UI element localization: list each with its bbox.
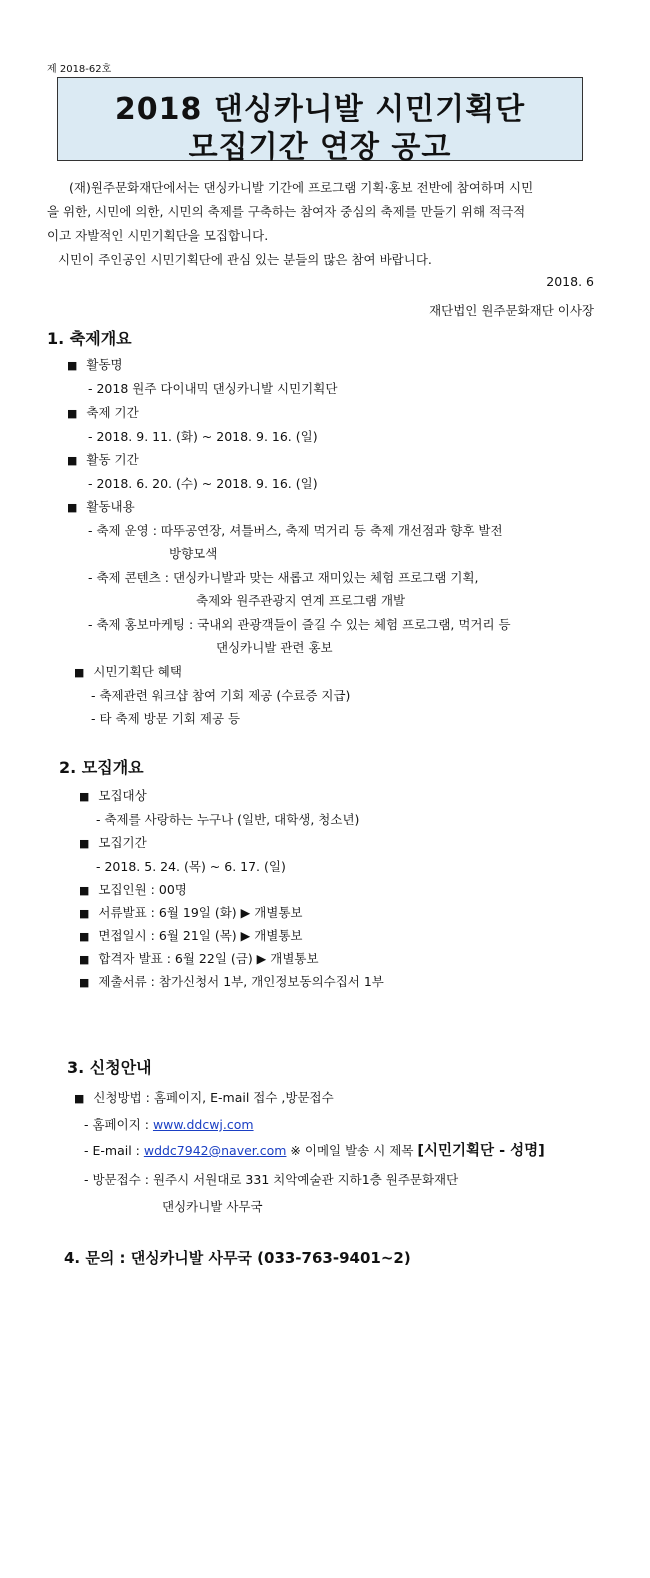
square-bullet-icon: ■ (67, 454, 78, 467)
title-line-1: 2018 댄싱카니발 시민기획단 (114, 92, 526, 127)
benefit-2: - 타 축제 방문 기회 제공 등 (91, 711, 241, 726)
square-bullet-icon: ■ (79, 907, 90, 920)
item-benefits: ■ 시민기획단 혜택 (74, 664, 182, 679)
item-submit-documents: ■ 제출서류 : 참가신청서 1부, 개인정보동의수집서 1부 (79, 974, 384, 989)
content-operation-line-1: - 축제 운영 : 따뚜공연장, 셔틀버스, 축제 먹거리 등 축제 개선점과 향후 발전 (88, 523, 503, 538)
square-bullet-icon: ■ (67, 359, 78, 372)
visit-line-1: - 방문접수 : 원주시 서원대로 331 치악예술관 지하1층 원주문화재단 (84, 1172, 459, 1187)
square-bullet-icon: ■ (79, 930, 90, 943)
square-bullet-icon: ■ (79, 884, 90, 897)
section4-heading: 4. 문의 : 댄싱카니발 사무국 (033-763-9401~2) (64, 1249, 411, 1267)
section1-heading: 1. 축제개요 (47, 329, 132, 348)
square-bullet-icon: ■ (74, 666, 85, 679)
item-document-result: ■ 서류발표 : 6월 19일 (화) ▶ 개별통보 (79, 905, 303, 920)
section2-heading: 2. 모집개요 (59, 758, 144, 777)
item-recruit-count: ■ 모집인원 : 00명 (79, 882, 187, 897)
section3-heading: 3. 신청안내 (67, 1058, 152, 1077)
benefit-1: - 축제관련 워크샵 참여 기회 제공 (수료증 지급) (91, 688, 351, 703)
intro-line-1: (재)원주문화재단에서는 댄싱카니발 기간에 프로그램 기획·홍보 전반에 참여하며 시민 (69, 180, 534, 195)
notice-signer: 재단법인 원주문화재단 이사장 (429, 303, 594, 318)
email-link[interactable]: wddc7942@naver.com (143, 1143, 287, 1158)
content-operation-line-2: 방향모색 (169, 546, 218, 561)
email-subject-format: [시민기획단 - 성명] (417, 1143, 545, 1159)
title-line-2: 모집기간 연장 공고 (188, 130, 452, 165)
item-interview-date: ■ 면접일시 : 6월 21일 (목) ▶ 개별통보 (79, 928, 303, 943)
activity-period-value: - 2018. 6. 20. (수) ~ 2018. 9. 16. (일) (88, 476, 318, 491)
notice-date: 2018. 6 (546, 274, 594, 289)
intro-line-4: 시민이 주인공인 시민기획단에 관심 있는 분들의 많은 참여 바랍니다. (58, 252, 432, 267)
item-festival-period: ■ 축제 기간 (67, 405, 139, 420)
visit-line-2: 댄싱카니발 사무국 (162, 1199, 263, 1214)
square-bullet-icon: ■ (74, 1092, 85, 1105)
homepage-line: - 홈페이지 : www.ddcwj.com (84, 1117, 254, 1132)
content-marketing-line-2: 댄싱카니발 관련 홍보 (216, 640, 333, 655)
item-final-result: ■ 합격자 발표 : 6월 22일 (금) ▶ 개별통보 (79, 951, 319, 966)
email-line: - E-mail : wddc7942@naver.com ※ 이메일 발송 시 제목 [시민기획단 - 성명] (84, 1143, 545, 1159)
content-contents-line-1: - 축제 콘텐츠 : 댄싱카니발과 맞는 새롭고 재미있는 체험 프로그램 기획, (88, 570, 479, 585)
intro-line-2: 을 위한, 시민에 의한, 시민의 축제를 구축하는 참여자 중심의 축제를 만들기 위해 적극적 (47, 204, 526, 219)
item-activity-content: ■ 활동내용 (67, 499, 135, 514)
square-bullet-icon: ■ (79, 976, 90, 989)
title-box (57, 77, 583, 165)
square-bullet-icon: ■ (79, 953, 90, 966)
recruit-target-value: - 축제를 사랑하는 누구나 (일반, 대학생, 청소년) (96, 812, 360, 827)
content-contents-line-2: 축제와 원주관광지 연계 프로그램 개발 (196, 593, 406, 608)
festival-period-value: - 2018. 9. 11. (화) ~ 2018. 9. 16. (일) (88, 429, 318, 444)
document-number: 제 2018-62호 (47, 64, 112, 75)
item-apply-method: ■ 신청방법 : 홈페이지, E-mail 접수 ,방문접수 (74, 1090, 334, 1105)
item-activity-name: ■ 활동명 (67, 357, 123, 372)
recruit-period-value: - 2018. 5. 24. (목) ~ 6. 17. (일) (96, 859, 286, 874)
item-recruit-target: ■ 모집대상 (79, 788, 147, 803)
activity-name-value: - 2018 원주 다이내믹 댄싱카니발 시민기획단 (88, 381, 338, 396)
square-bullet-icon: ■ (79, 790, 90, 803)
square-bullet-icon: ■ (79, 837, 90, 850)
intro-line-3: 이고 자발적인 시민기획단을 모집합니다. (47, 228, 269, 243)
square-bullet-icon: ■ (67, 501, 78, 514)
content-marketing-line-1: - 축제 홍보마케팅 : 국내외 관광객들이 즐길 수 있는 체험 프로그램, 먹거리 등 (88, 617, 511, 632)
homepage-link[interactable]: www.ddcwj.com (152, 1117, 254, 1132)
square-bullet-icon: ■ (67, 407, 78, 420)
item-recruit-period: ■ 모집기간 (79, 835, 147, 850)
item-activity-period: ■ 활동 기간 (67, 452, 139, 467)
